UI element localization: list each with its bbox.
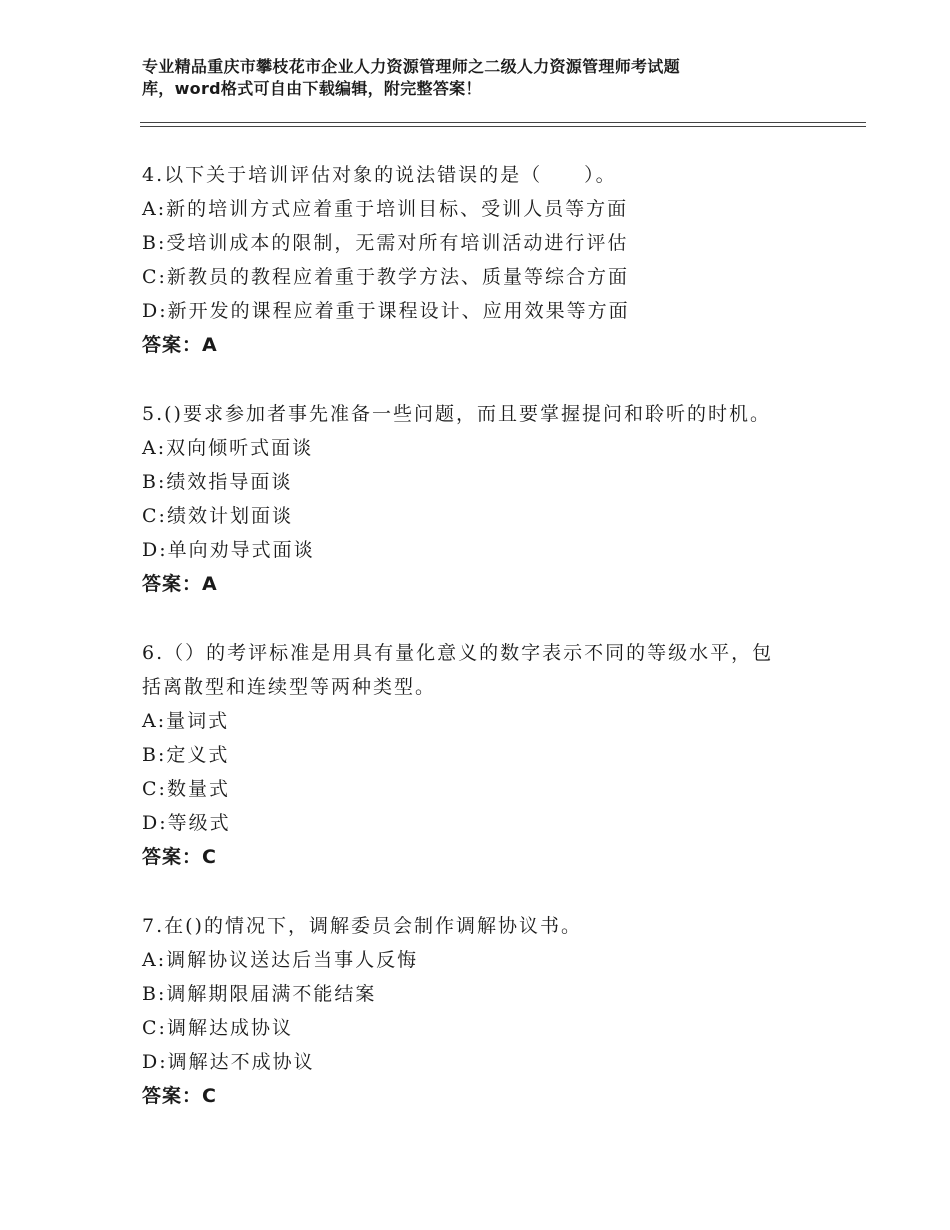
answer-option: B:定义式 <box>142 744 230 766</box>
question-stem: 括离散型和连续型等两种类型。 <box>142 676 437 698</box>
question-stem: 6.（）的考评标准是用具有量化意义的数字表示不同的等级水平，包 <box>142 642 774 664</box>
question-list <box>142 158 842 1148</box>
answer-option: C:新教员的教程应着重于教学方法、质量等综合方面 <box>142 266 629 288</box>
answer-option: C:绩效计划面谈 <box>142 505 293 527</box>
answer-option: A:新的培训方式应着重于培训目标、受训人员等方面 <box>142 198 629 220</box>
answer-option: A:调解协议送达后当事人反悔 <box>142 949 419 971</box>
answer-option: B:调解期限届满不能结案 <box>142 983 377 1005</box>
answer-key: 答案：C <box>142 846 217 868</box>
answer-option: D:调解达不成协议 <box>142 1051 315 1073</box>
answer-key: 答案：A <box>142 334 218 356</box>
answer-option: C:调解达成协议 <box>142 1017 293 1039</box>
header-line-1: 专业精品重庆市攀枝花市企业人力资源管理师之二级人力资源管理师考试题 <box>142 57 680 76</box>
answer-option: A:量词式 <box>142 710 230 732</box>
question-stem: 5.()要求参加者事先准备一些问题，而且要掌握提问和聆听的时机。 <box>142 403 771 425</box>
answer-option: C:数量式 <box>142 778 230 800</box>
header-rule-top <box>140 122 866 123</box>
answer-option: D:新开发的课程应着重于课程设计、应用效果等方面 <box>142 300 630 322</box>
answer-option: D:等级式 <box>142 812 231 834</box>
answer-key: 答案：A <box>142 573 218 595</box>
answer-option: A:双向倾听式面谈 <box>142 437 314 459</box>
question-block <box>142 158 842 362</box>
header-line-2: 库，word格式可自由下载编辑，附完整答案！ <box>142 79 482 98</box>
header-rule-bottom <box>140 126 866 127</box>
answer-option: B:受培训成本的限制，无需对所有培训活动进行评估 <box>142 232 629 254</box>
question-block <box>142 397 842 601</box>
question-stem: 4.以下关于培训评估对象的说法错误的是（ ）。 <box>142 164 617 186</box>
question-stem: 7.在()的情况下，调解委员会制作调解协议书。 <box>142 915 582 937</box>
question-block <box>142 909 842 1113</box>
answer-option: D:单向劝导式面谈 <box>142 539 315 561</box>
answer-option: B:绩效指导面谈 <box>142 471 293 493</box>
answer-key: 答案：C <box>142 1085 217 1107</box>
document-header <box>142 56 822 100</box>
question-block <box>142 636 842 874</box>
